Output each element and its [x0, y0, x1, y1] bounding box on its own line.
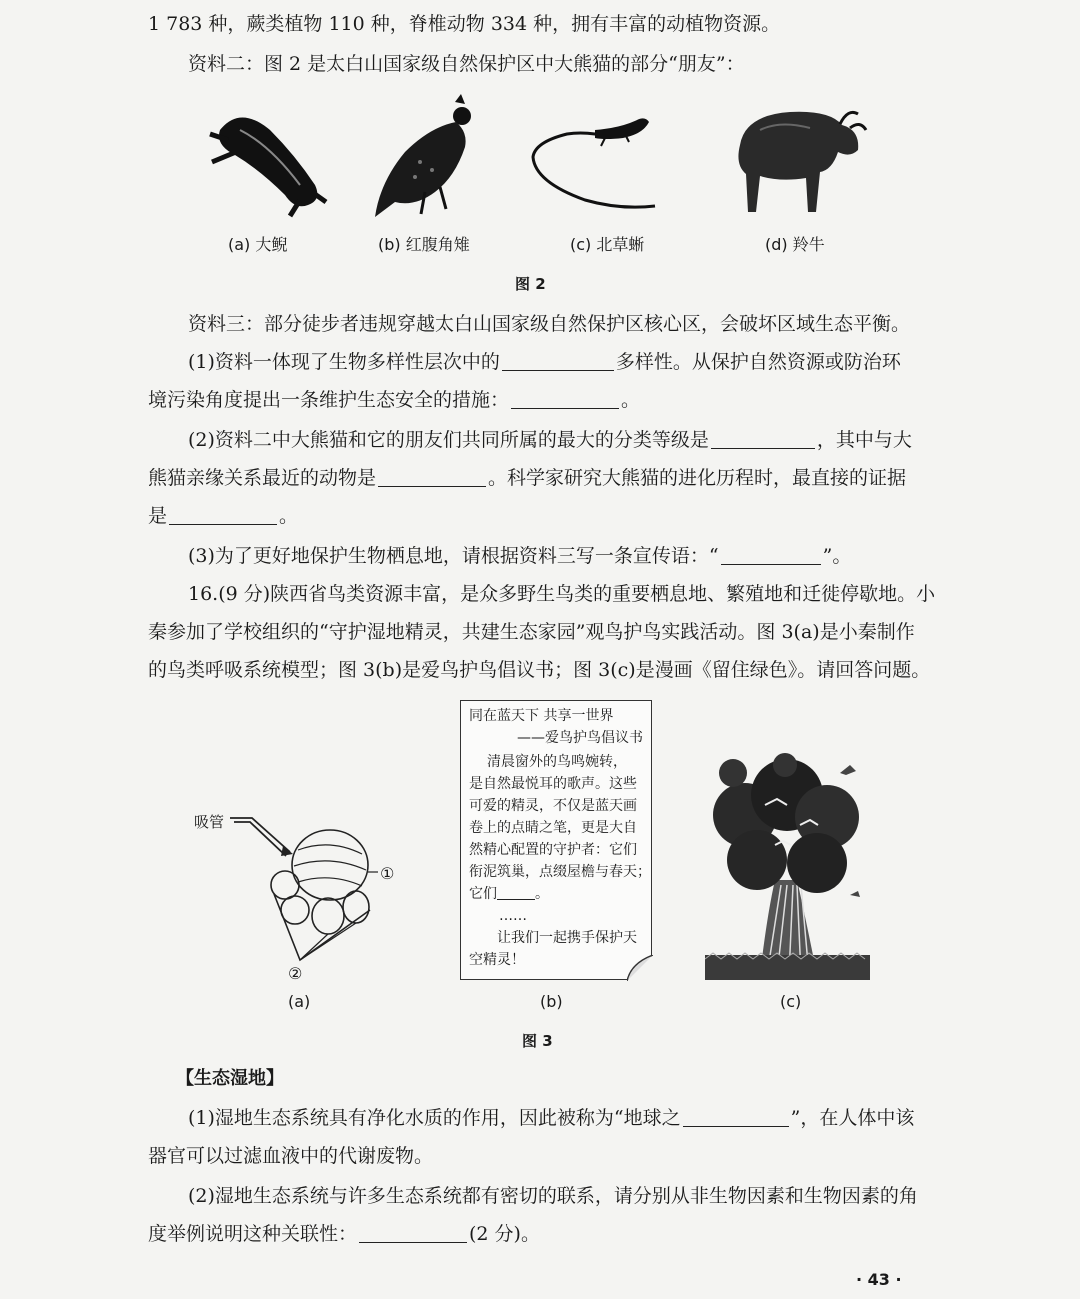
label-two: ② [288, 964, 303, 983]
answer-blank[interactable] [711, 428, 815, 449]
wetland-question-1-line-1: (1)湿地生态系统具有净化水质的作用，因此被称为“地球之 ”，在人体中该 [188, 1107, 915, 1129]
letter-ellipsis: …… [499, 908, 527, 924]
letter-line: 衔泥筑巢，点缀屋檐与春天； [469, 864, 651, 880]
giant-salamander-image [200, 100, 330, 220]
answer-blank[interactable] [511, 388, 619, 409]
fig2-caption-c: (c) 北草蜥 [570, 235, 645, 254]
figure-3-label: 图 3 [522, 1032, 553, 1050]
letter-line: 清晨窗外的鸟鸣婉转， [487, 754, 627, 770]
answer-blank[interactable] [683, 1106, 789, 1127]
answer-blank[interactable] [502, 350, 614, 371]
fig3-caption-c: (c) [780, 992, 802, 1011]
fig2-caption-d: (d) 羚牛 [765, 235, 825, 254]
question-2-line-3: 是 。 [148, 505, 299, 527]
letter-title: 同在蓝天下 共享一世界 [469, 708, 614, 724]
letter-line: 卷上的点睛之笔，更是大自 [469, 820, 637, 836]
question-16-line-3: 的鸟类呼吸系统模型；图 3(b)是爱鸟护鸟倡议书；图 3(c)是漫画《留住绿色》。请回答问题。 [148, 659, 931, 681]
fig2-caption-a: (a) 大鲵 [228, 235, 288, 254]
page-number: · 43 · [856, 1270, 902, 1289]
question-1-line-2: 境污染角度提出一条维护生态安全的措施： 。 [148, 389, 641, 411]
keep-green-cartoon-image [705, 745, 870, 980]
answer-blank[interactable] [359, 1222, 467, 1243]
answer-blank[interactable] [169, 504, 277, 525]
takin-image [720, 100, 870, 220]
wetland-question-2-line-2: 度举例说明这种关联性： (2 分)。 [148, 1223, 540, 1245]
letter-line: 空精灵！ [469, 952, 525, 968]
figure-2-label: 图 2 [515, 275, 546, 293]
answer-blank[interactable] [378, 466, 486, 487]
section-heading-wetland: 【生态湿地】 [176, 1068, 284, 1089]
label-straw: 吸管 [194, 813, 225, 831]
letter-line: 让我们一起携手保护天 [497, 930, 637, 946]
letter-line: 是自然最悦耳的歌声。这些 [469, 776, 637, 792]
fig2-caption-b: (b) 红腹角雉 [378, 235, 470, 254]
letter-blank[interactable] [497, 885, 535, 900]
letter-line: 然精心配置的守护者：它们 [469, 842, 637, 858]
fig3-caption-a: (a) [288, 992, 311, 1011]
grass-lizard-image [525, 112, 665, 212]
temminck-tragopan-image [370, 92, 490, 222]
fig3-caption-b: (b) [540, 992, 563, 1011]
material-two: 资料二：图 2 是太白山国家级自然保护区中大熊猫的部分“朋友”： [188, 53, 745, 75]
bird-protection-proposal-letter [460, 700, 652, 980]
question-2-line-2: 熊猫亲缘关系最近的动物是 。科学家研究大熊猫的进化历程时，最直接的证据 [148, 467, 907, 489]
answer-blank[interactable] [721, 544, 821, 565]
page-curl-icon [627, 955, 653, 981]
material-three: 资料三：部分徒步者违规穿越太白山国家级自然保护区核心区，会破坏区域生态平衡。 [188, 313, 911, 335]
letter-subtitle: ——爱鸟护鸟倡议书 [517, 730, 643, 746]
letter-line-with-blank: 它们 。 [469, 886, 549, 902]
question-2-line-1: (2)资料二中大熊猫和它的朋友们共同所属的最大的分类等级是 ，其中与大 [188, 429, 912, 451]
question-1-line-1: (1)资料一体现了生物多样性层次中的 多样性。从保护自然资源或防治环 [188, 351, 901, 373]
wetland-question-1-line-2: 器官可以过滤血液中的代谢废物。 [148, 1145, 434, 1167]
text-line-1: 1 783 种，蕨类植物 110 种，脊椎动物 334 种，拥有丰富的动植物资源。 [148, 13, 781, 35]
question-16-line-1: 16.(9 分)陕西省鸟类资源丰富，是众多野生鸟类的重要栖息地、繁殖地和迁徙停歇地。小 [188, 583, 936, 605]
letter-line: 可爱的精灵，不仅是蓝天画 [469, 798, 637, 814]
label-one: ① [380, 864, 395, 883]
question-3-line-1: (3)为了更好地保护生物栖息地，请根据资料三写一条宣传语：“ ”。 [188, 545, 852, 567]
wetland-question-2-line-1: (2)湿地生态系统与许多生态系统都有密切的联系，请分别从非生物因素和生物因素的角 [188, 1185, 918, 1207]
question-16-line-2: 秦参加了学校组织的“守护湿地精灵，共建生态家园”观鸟护鸟实践活动。图 3(a)是小秦制作 [148, 621, 915, 643]
